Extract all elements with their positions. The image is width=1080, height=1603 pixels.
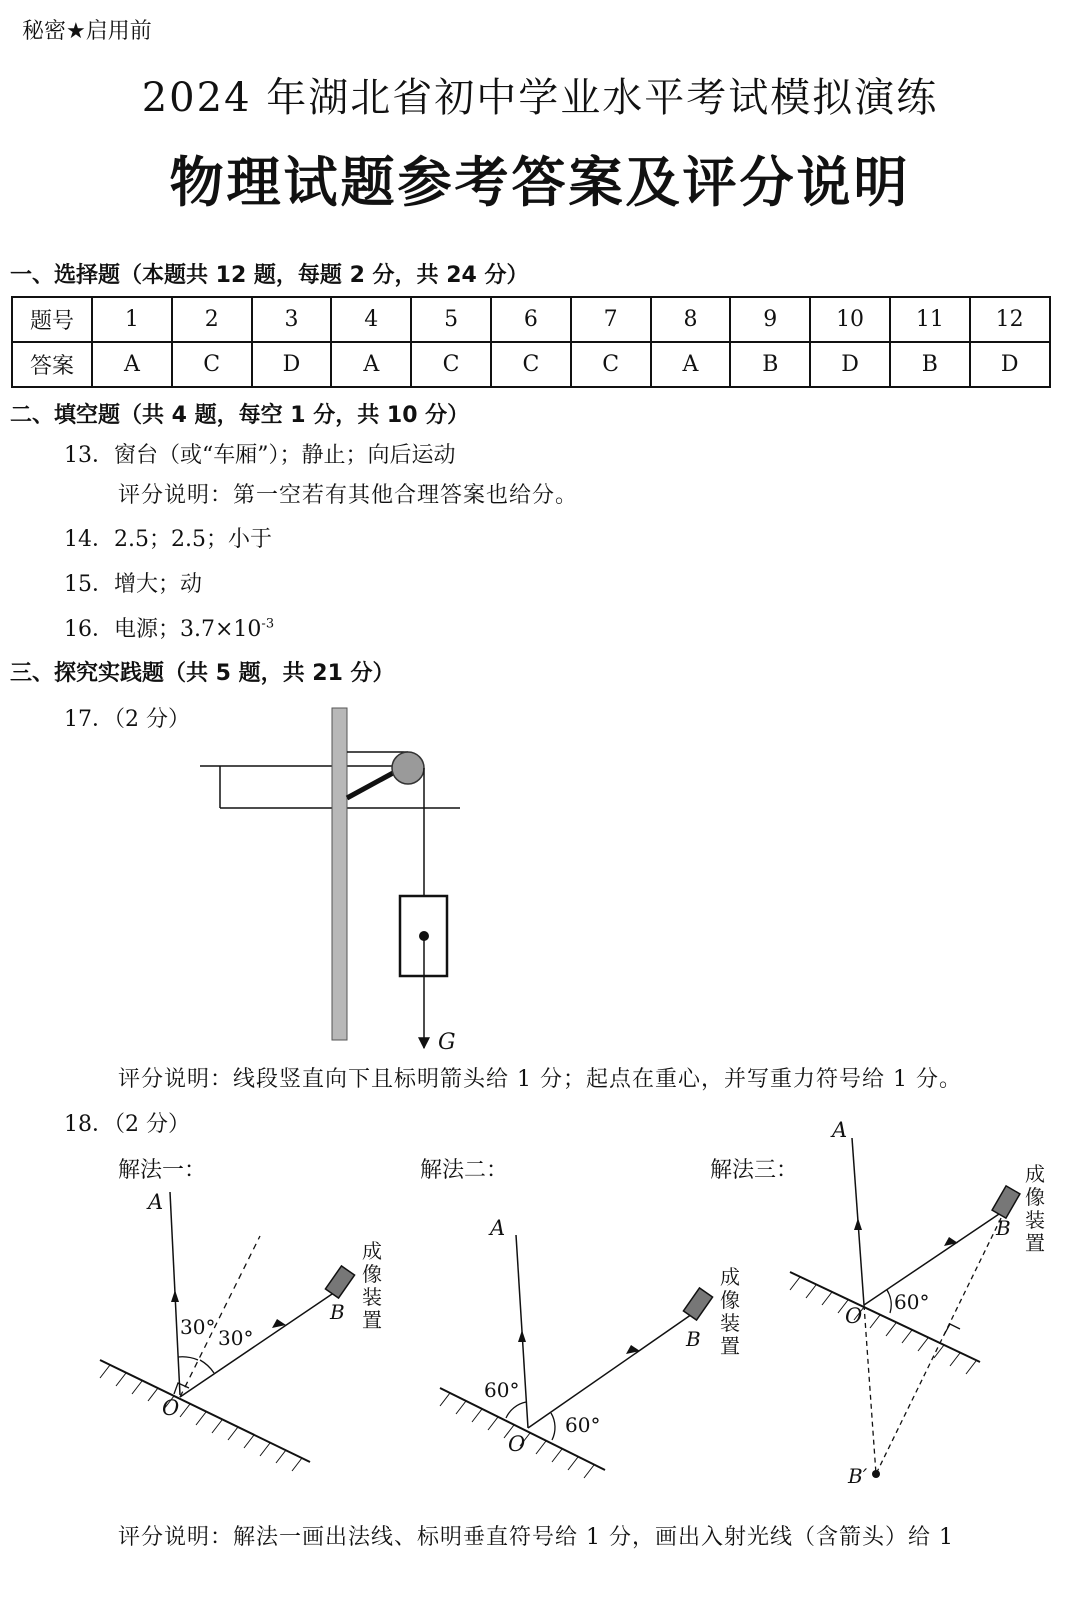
angle-arc-3 <box>887 1290 891 1313</box>
table-cell-number: 2 <box>172 297 252 342</box>
answer-13: 13．窗台（或“车厢”）；静止；向后运动 <box>64 443 456 468</box>
table-cell-answer: B <box>890 342 970 387</box>
incident-arrow-3 <box>854 1218 862 1230</box>
table-cell-answer: A <box>331 342 411 387</box>
table-cell-number: 7 <box>571 297 651 342</box>
mirror-3 <box>790 1272 980 1362</box>
section1-heading: 一、选择题（本题共 12 题，每题 2 分，共 24 分） <box>10 263 529 288</box>
right-angle-mark-3 <box>944 1324 960 1335</box>
device-char: 装 <box>720 1311 740 1335</box>
device-char: 成 <box>1025 1162 1045 1186</box>
table-cell-number: 5 <box>411 297 491 342</box>
method-1-label: 解法一： <box>118 1158 207 1183</box>
angle-label-30b: 30° <box>218 1326 254 1350</box>
table-cell-number: 9 <box>730 297 810 342</box>
label-A-1: A <box>148 1190 164 1214</box>
question-17-label: 17．（2 分） <box>64 707 190 732</box>
label-A-3: A <box>832 1118 848 1142</box>
note-13: 评分说明：第一空若有其他合理答案也给分。 <box>118 483 579 508</box>
method-3-label: 解法三： <box>710 1158 799 1183</box>
table-cell-number: 3 <box>252 297 332 342</box>
note-18: 评分说明：解法一画出法线、标明垂直符号给 1 分，画出入射光线（含箭头）给 1 <box>118 1525 954 1550</box>
angle-arc-2b <box>551 1413 555 1440</box>
table-cell-answer: D <box>970 342 1050 387</box>
device-label-3 <box>1025 1163 1047 1255</box>
angle-arc-1a <box>178 1357 198 1360</box>
imaging-device-3 <box>992 1186 1020 1218</box>
table-header-question: 题号 <box>12 297 92 342</box>
question-18-label: 18．（2 分） <box>64 1112 190 1137</box>
table-cell-answer: D <box>252 342 332 387</box>
imaging-device-2 <box>683 1288 712 1320</box>
method-2-label: 解法二： <box>420 1158 509 1183</box>
label-A-2: A <box>490 1216 506 1240</box>
section3-heading: 三、探究实践题（共 5 题，共 21 分） <box>10 661 395 686</box>
device-char: 装 <box>1025 1208 1045 1232</box>
angle-label-60a: 60° <box>484 1378 520 1402</box>
device-char: 装 <box>362 1285 382 1309</box>
reflected-arrow-2 <box>626 1345 640 1354</box>
angle-label-30a: 30° <box>180 1315 216 1339</box>
answer-15: 15．增大；动 <box>64 572 202 597</box>
mirror-1-hatch <box>100 1365 302 1471</box>
section2-heading: 二、填空题（共 4 题，每空 1 分，共 10 分） <box>10 403 470 428</box>
device-char: 成 <box>362 1239 382 1263</box>
device-label-1 <box>362 1240 384 1332</box>
reflected-ray-3 <box>864 1210 1005 1305</box>
reflected-arrow-3 <box>944 1237 958 1246</box>
exam-title: 2024 年湖北省初中学业水平考试模拟演练 <box>141 75 939 121</box>
table-header-answer: 答案 <box>12 342 92 387</box>
table-cell-answer: A <box>651 342 731 387</box>
device-char: 像 <box>362 1262 382 1286</box>
answer-16-exponent: -3 <box>261 616 275 632</box>
secret-label: 秘密★启用前 <box>22 19 152 44</box>
table-cell-number: 8 <box>651 297 731 342</box>
label-B-prime: B′ <box>848 1464 868 1488</box>
table-cell-answer: A <box>92 342 172 387</box>
table-cell-answer: C <box>411 342 491 387</box>
angle-arc-1b <box>200 1360 214 1373</box>
label-O-2: O <box>508 1432 526 1456</box>
incident-arrow-1 <box>171 1290 179 1302</box>
device-char: 像 <box>720 1288 740 1312</box>
table-cell-number: 6 <box>491 297 571 342</box>
label-B-3: B <box>996 1216 1011 1240</box>
extended-ray-dashed <box>864 1305 876 1474</box>
label-B-1: B <box>330 1300 345 1324</box>
image-point-b-prime <box>872 1470 880 1478</box>
table-cell-number: 10 <box>810 297 890 342</box>
imaging-device-1 <box>325 1266 354 1298</box>
table-cell-number: 11 <box>890 297 970 342</box>
device-label-2 <box>720 1266 742 1358</box>
reflected-ray-1 <box>180 1290 338 1397</box>
table-cell-number: 12 <box>970 297 1050 342</box>
method-2-diagram <box>440 1235 713 1478</box>
table-cell-answer: C <box>571 342 651 387</box>
table-cell-answer: C <box>491 342 571 387</box>
label-B-2: B <box>686 1327 701 1351</box>
document-subtitle: 物理试题参考答案及评分说明 <box>169 151 911 214</box>
answer-16-text: 16．电源；3.7×10 <box>64 617 262 642</box>
table-cell-answer: C <box>172 342 252 387</box>
label-O-1: O <box>162 1396 180 1420</box>
gravity-label: G <box>438 1030 456 1055</box>
mirror-1 <box>100 1360 310 1462</box>
device-char: 置 <box>720 1334 740 1358</box>
device-char: 置 <box>362 1308 382 1332</box>
device-char: 置 <box>1025 1231 1045 1255</box>
table-cell-answer: D <box>810 342 890 387</box>
note-17: 评分说明：线段竖直向下且标明箭头给 1 分；起点在重心，并写重力符号给 1 分。 <box>118 1067 962 1092</box>
table-cell-number: 4 <box>331 297 411 342</box>
label-O-3: O <box>845 1304 863 1328</box>
answer-14: 14．2.5；2.5；小于 <box>64 527 272 552</box>
incident-arrow-2 <box>518 1330 526 1342</box>
angle-label-60c: 60° <box>894 1290 930 1314</box>
table-cell-number: 1 <box>92 297 172 342</box>
angle-arc-2a <box>506 1402 526 1418</box>
device-char: 成 <box>720 1265 740 1289</box>
reflected-ray-2 <box>528 1312 695 1428</box>
angle-label-60b: 60° <box>565 1413 601 1437</box>
device-char: 像 <box>1025 1185 1045 1209</box>
table-cell-answer: B <box>730 342 810 387</box>
image-line-dashed <box>876 1210 1005 1474</box>
